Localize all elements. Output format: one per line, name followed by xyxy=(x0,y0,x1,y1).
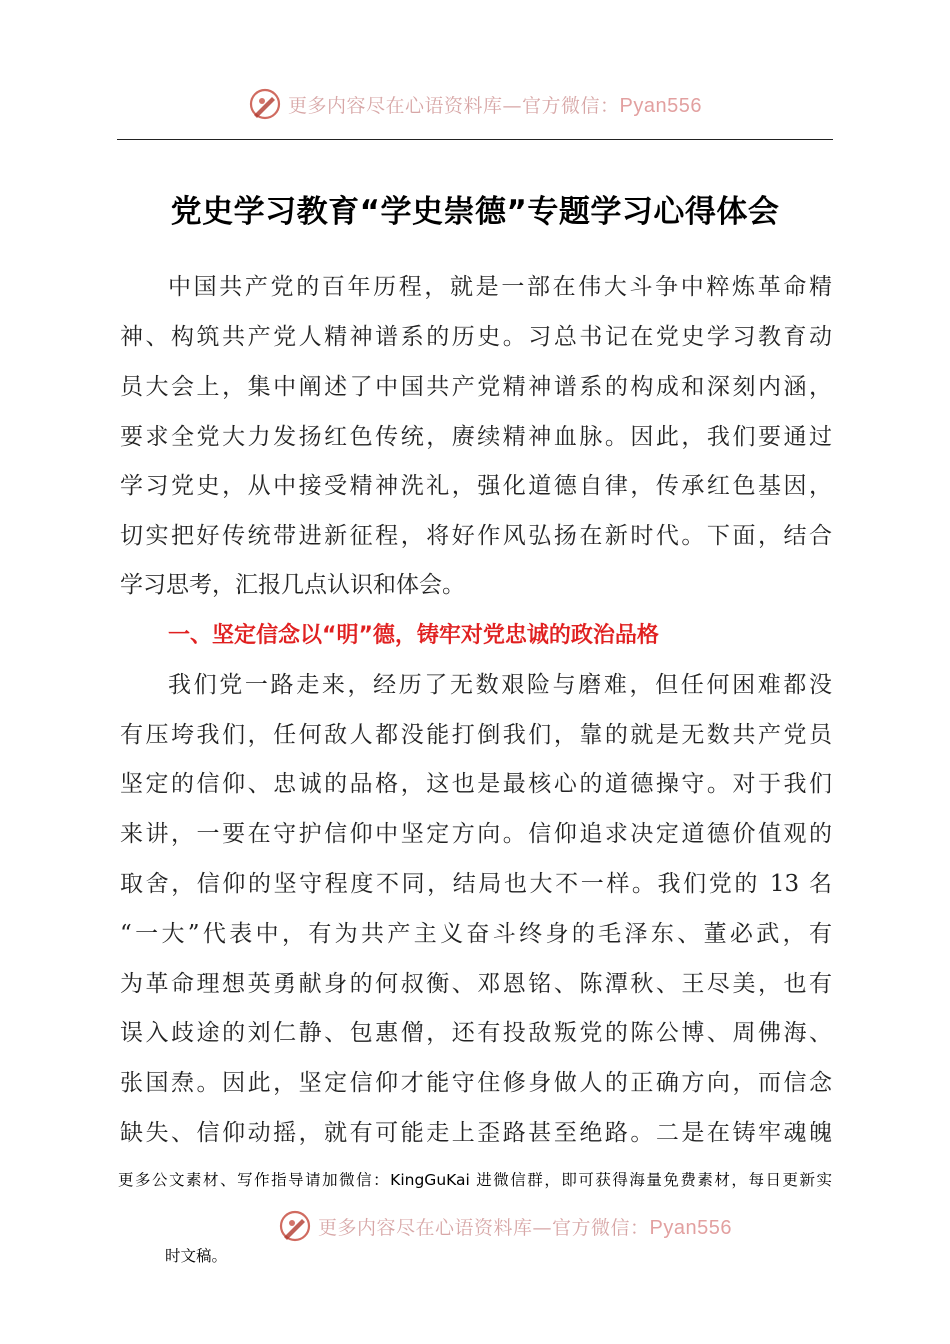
paragraph-line: 取舍，信仰的坚守程度不同，结局也大不一样。我们党的 13 名 xyxy=(120,871,832,897)
paragraph-line: 神、构筑共产党人精神谱系的历史。习总书记在党史学习教育动 xyxy=(120,324,832,350)
header-divider xyxy=(117,139,833,140)
footer-banner xyxy=(0,1206,950,1246)
header-banner xyxy=(0,84,950,124)
paragraph-line: 为革命理想英勇献身的何叔衡、邓恩铭、陈潭秋、王尽美，也有 xyxy=(120,971,832,997)
footer-promo-text: 更多公文素材、写作指导请加微信：KingGuKai 进微信群，即可获得海量免费素材，每日更新实 xyxy=(118,1171,832,1189)
document-title: 党史学习教育“学史崇德”专题学习心得体会 xyxy=(170,194,780,230)
footer-banner-text: 更多内容尽在心语资料库—官方微信：Pyan556 xyxy=(318,1216,732,1239)
header-wechat-id: Pyan556 xyxy=(619,94,702,117)
paragraph-line: 张国焘。因此，坚定信仰才能守住修身做人的正确方向，而信念 xyxy=(120,1070,832,1096)
paragraph-line: 学习党史，从中接受精神洗礼，强化道德自律，传承红色基因， xyxy=(120,473,832,499)
paragraph-line: 切实把好传统带进新征程，将好作风弘扬在新时代。下面，结合 xyxy=(120,523,832,549)
paragraph-line: 要求全党大力发扬红色传统，赓续精神血脉。因此，我们要通过 xyxy=(120,424,832,450)
paragraph-line: 有压垮我们，任何敌人都没能打倒我们，靠的就是无数共产党员 xyxy=(120,722,832,748)
pen-logo-icon xyxy=(278,1209,312,1243)
paragraph-line: “一大”代表中，有为共产主义奋斗终身的毛泽东、董必武，有 xyxy=(120,921,832,947)
paragraph-line: 我们党一路走来，经历了无数艰险与磨难，但任何困难都没 xyxy=(168,672,832,698)
paragraph-line: 学习思考，汇报几点认识和体会。 xyxy=(120,572,465,598)
paragraph-line: 坚定的信仰、忠诚的品格，这也是最核心的道德操守。对于我们 xyxy=(120,771,832,797)
paragraph-line: 中国共产党的百年历程，就是一部在伟大斗争中粹炼革命精 xyxy=(168,274,832,300)
paragraph-line: 缺失、信仰动摇，就有可能走上歪路甚至绝路。二是在铸牢魂魄 xyxy=(120,1120,832,1146)
footer-wechat-id: Pyan556 xyxy=(649,1216,732,1239)
header-banner-text: 更多内容尽在心语资料库—官方微信：Pyan556 xyxy=(288,94,702,117)
footer-promo-tail: 时文稿。 xyxy=(165,1247,228,1265)
pen-logo-icon xyxy=(248,87,282,121)
paragraph-line: 员大会上，集中阐述了中国共产党精神谱系的构成和深刻内涵， xyxy=(120,374,832,400)
section-heading: 一、坚定信念以“明”德，铸牢对党忠诚的政治品格 xyxy=(168,623,659,648)
paragraph-line: 误入歧途的刘仁静、包惠僧，还有投敌叛党的陈公博、周佛海、 xyxy=(120,1020,832,1046)
paragraph-line: 来讲，一要在守护信仰中坚定方向。信仰追求决定道德价值观的 xyxy=(120,821,832,847)
